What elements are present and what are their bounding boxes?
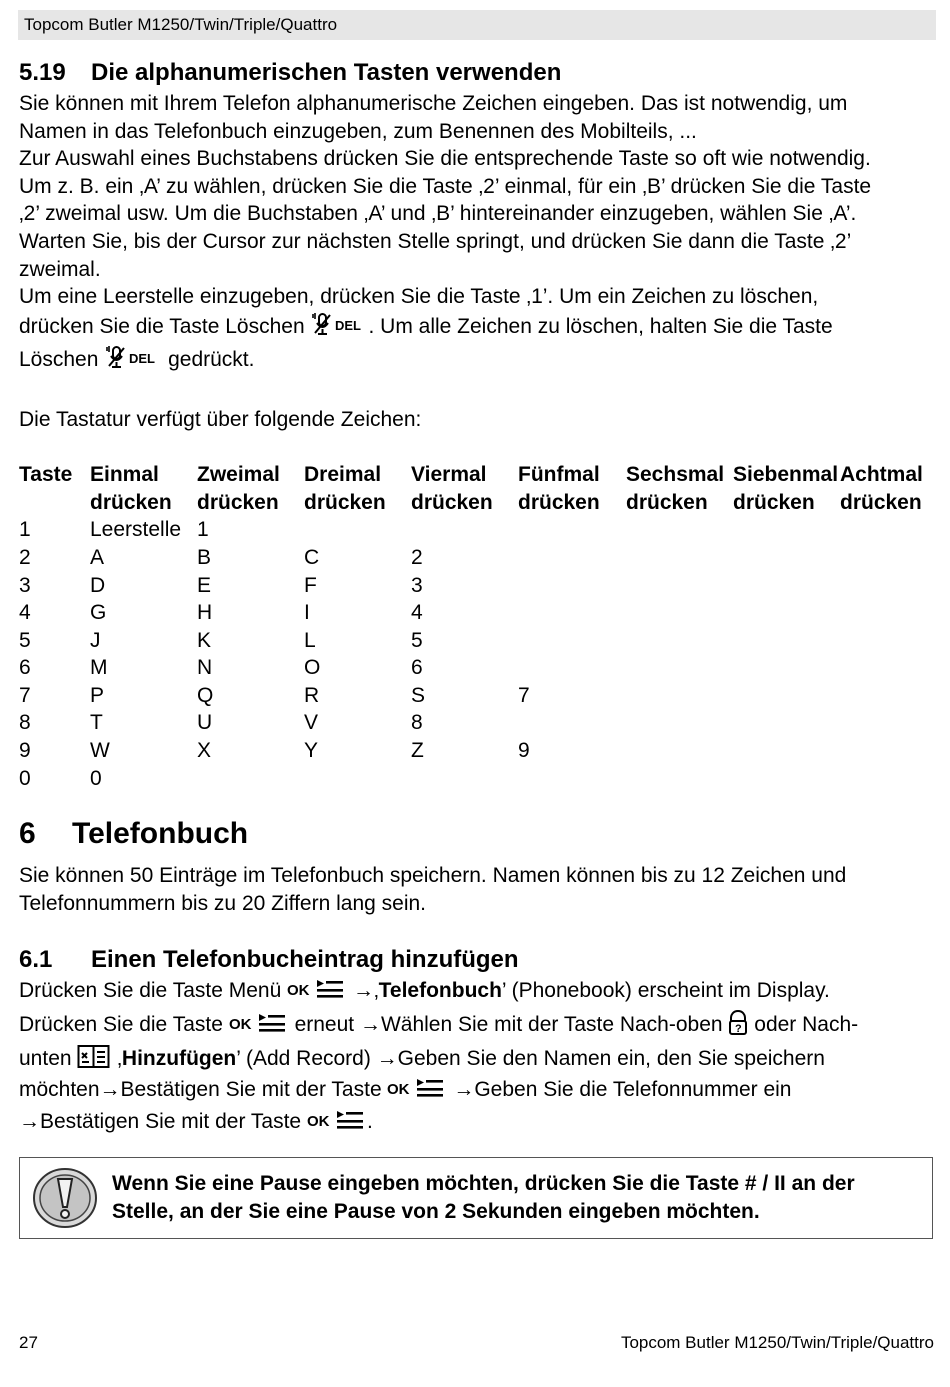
char-cell [304,516,411,544]
ok-menu-icon [307,1108,367,1140]
text-run: möchten→Bestätigen Sie mit der Taste [19,1078,382,1102]
key-cell: 0 [19,766,31,790]
key-cell: 4 [19,601,31,625]
text-run: erneut →Wählen Sie mit der Taste Nach-oben [294,1013,723,1037]
text-run: ’ (Phonebook) erscheint im Display. [501,979,830,1003]
char-cell [626,627,733,655]
char-cell [840,599,930,627]
char-cell: Leerstelle [90,518,182,542]
section-6-1-heading [19,943,935,977]
key-cell: 7 [19,683,31,707]
key-cell: 3 [19,573,31,597]
page-number: 27 [19,1333,38,1352]
char-cell [733,544,840,572]
char-cell: V [304,711,319,735]
char-cell [197,765,304,793]
char-cell: J [90,628,101,652]
char-cell: O [304,656,321,680]
paragraph-line: Die Tastatur verfügt über folgende Zeichen: [19,407,422,431]
table-row [19,765,930,793]
char-cell [840,682,930,710]
text-run: . Um alle Zeichen zu löschen, halten Sie die Taste [368,314,833,338]
key-cell: 5 [19,628,31,652]
char-cell: L [304,628,316,652]
ok-label: OK [287,982,310,1000]
char-cell: N [197,656,213,680]
table-row [19,572,930,600]
char-cell: 7 [518,683,530,707]
bold-run: Hinzufügen [121,1046,237,1070]
text-run: oder Nach- [754,1013,859,1037]
note-line: Stelle, an der Sie eine Pause von 2 Sekunden eingeben möchten. [112,1200,760,1224]
char-cell: Q [197,683,214,707]
char-cell: B [197,545,212,569]
char-cell: D [90,573,106,597]
ok-menu-icon [387,1076,447,1108]
section-number: 6.1 [19,946,53,974]
table-row [19,599,930,627]
ok-label: OK [228,1016,252,1034]
char-cell [518,599,626,627]
char-cell [840,709,930,737]
char-cell: M [90,656,108,680]
alphanumeric-key-table [19,461,930,792]
char-cell [518,654,626,682]
key-cell: 8 [19,711,31,735]
mute-delete-icon [104,344,162,378]
ok-label: OK [306,1112,330,1130]
text-run: Löschen [19,348,99,372]
note-text [112,1170,922,1226]
char-cell: 5 [411,628,423,652]
paragraph-line [19,311,935,345]
text-run: ’ (Add Record) →Geben Sie den Namen ein, den Sie speichern [236,1046,825,1070]
footer-title: Topcom Butler M1250/Twin/Triple/Quattro [620,1333,934,1352]
text-run: drücken Sie die Taste Löschen [19,314,305,338]
paragraph-line: Um z. B. ein ‚A’ zu wählen, drücken Sie die Taste ‚2’ einmal, für ein ‚B’ drücken Sie die Taste [19,174,872,198]
header-cell: Zweimal drücken [197,463,280,514]
table-row [19,627,930,655]
paragraph-line: Namen in das Telefonbuch einzugeben, zum Benennen des Mobilteils, ... [19,119,697,143]
char-cell [518,572,626,600]
paragraph-line: ‚2’ zweimal usw. Um die Buchstaben ‚A’ und ‚B’ hintereinander einzugeben, wählen Sie ‚A’. [19,202,857,226]
char-cell [304,765,411,793]
header-cell: Dreimal drücken [304,463,386,514]
table-header-row [19,461,930,516]
svg-text:?: ? [735,1023,743,1036]
char-cell [840,737,930,765]
header-cell: Fünfmal drücken [518,463,600,514]
char-cell [733,682,840,710]
down-phonebook-icon [77,1043,111,1077]
char-cell: C [304,545,320,569]
char-cell: R [304,683,320,707]
char-cell: 3 [411,573,423,597]
table-row [19,709,930,737]
char-cell [626,544,733,572]
running-header [18,10,936,40]
char-cell [840,765,930,793]
table-row [19,654,930,682]
header-cell: Einmal drücken [90,463,172,514]
char-cell [840,544,930,572]
char-cell [626,572,733,600]
key-cell: 2 [19,545,31,569]
paragraph-line [19,344,935,378]
paragraph-line: Zur Auswahl eines Buchstabens drücken Sie die entsprechende Taste so oft wie notwendig. [19,147,871,171]
paragraph-line: Sie können 50 Einträge im Telefonbuch speichern. Namen können bis zu 12 Zeichen und [19,864,847,888]
text-run: gedrückt. [168,348,255,372]
char-cell: H [197,601,213,625]
char-cell [626,709,733,737]
section-number: 5.19 [19,59,66,86]
paragraph-line [19,1108,935,1140]
spacer [19,378,935,406]
section-5-19-heading [19,56,935,90]
char-cell: 2 [411,545,423,569]
char-cell [626,737,733,765]
char-cell: 1 [197,518,209,542]
char-cell [411,765,518,793]
char-cell [626,599,733,627]
char-cell: I [304,601,310,625]
char-cell [733,599,840,627]
header-cell: Viermal drücken [411,463,493,514]
paragraph-line: Warten Sie, bis der Cursor zur nächsten Stelle springt, und drücken Sie dann die Taste ‚2’ [19,229,852,253]
paragraph-line: Um eine Leerstelle einzugeben, drücken Sie die Taste ‚1’. Um ein Zeichen zu löschen, [19,285,819,309]
char-cell: X [197,739,212,763]
char-cell [518,627,626,655]
paragraph-line [19,977,935,1009]
exclamation-icon [32,1167,98,1234]
section-title: Einen Telefonbucheintrag hinzufügen [91,946,519,974]
key-cell: 6 [19,656,31,680]
mute-delete-icon [310,311,368,345]
char-cell [626,516,733,544]
char-cell [840,572,930,600]
char-cell [518,765,626,793]
text-run: unten [19,1046,72,1070]
paragraph-line: Telefonnummern bis zu 20 Ziffern lang sein. [19,891,426,915]
char-cell: Y [304,739,319,763]
char-cell: 8 [411,711,423,735]
header-cell: Achtmal drücken [840,463,923,514]
header-cell: Siebenmal drücken [733,463,839,514]
char-cell: G [90,601,107,625]
text-run: →Geben Sie die Telefonnummer ein [453,1078,792,1102]
char-cell [518,709,626,737]
char-cell: W [90,739,110,763]
ok-menu-icon [287,977,347,1009]
char-cell [840,654,930,682]
paragraph-line [19,1076,935,1108]
char-cell: U [197,711,213,735]
char-cell [840,627,930,655]
section-title: Die alphanumerischen Tasten verwenden [91,59,562,86]
header-cell: Taste [19,463,73,487]
paragraph-line: zweimal. [19,257,101,281]
char-cell [733,765,840,793]
paragraph-line [19,1043,935,1077]
text-run: →Bestätigen Sie mit der Taste [19,1109,302,1133]
char-cell: 9 [518,739,530,763]
text-run: →‚ [352,979,379,1003]
char-cell [733,627,840,655]
char-cell: E [197,573,212,597]
char-cell: K [197,628,212,652]
char-cell [733,516,840,544]
char-cell [518,516,626,544]
text-run: . [366,1109,373,1133]
table-row [19,737,930,765]
chapter-number: 6 [19,817,36,851]
char-cell [626,682,733,710]
table-row [19,682,930,710]
header-cell: Sechsmal drücken [626,463,725,514]
char-cell [733,709,840,737]
char-cell [518,544,626,572]
char-cell: F [304,573,317,597]
table-row [19,544,930,572]
del-label: DEL [129,351,156,367]
del-label: DEL [335,317,362,333]
ok-label: OK [387,1081,410,1099]
char-cell: T [90,711,103,735]
paragraph-line: Sie können mit Ihrem Telefon alphanumerische Zeichen eingeben. Das ist notwendig, um [19,92,848,115]
text-run: Drücken Sie die Taste Menü [19,979,282,1003]
chapter-title: Telefonbuch [72,817,249,851]
char-cell [626,654,733,682]
char-cell [411,516,518,544]
ok-menu-icon [229,1011,289,1043]
key-cell: 9 [19,739,31,763]
up-key-icon [728,1009,748,1043]
paragraph-line [19,1009,935,1043]
header-title: Topcom Butler M1250/Twin/Triple/Quattro [24,15,338,34]
char-cell: S [411,683,426,707]
char-cell: 4 [411,601,423,625]
char-cell [733,654,840,682]
char-cell: P [90,683,105,707]
char-cell: A [90,545,105,569]
char-cell [733,572,840,600]
char-cell: 0 [90,766,102,790]
bold-run: Telefonbuch [378,979,502,1003]
char-cell [733,737,840,765]
table-row [19,516,930,544]
chapter-6-heading [19,814,935,854]
text-run: ‚ [117,1046,122,1070]
note-line: Wenn Sie eine Pause eingeben möchten, drücken Sie die Taste # / II an der [112,1172,855,1196]
char-cell: Z [411,739,424,763]
char-cell [840,516,930,544]
page-content [19,56,935,1239]
text-run: Drücken Sie die Taste [19,1013,223,1037]
char-cell [626,765,733,793]
table-body [19,516,930,792]
key-cell: 1 [19,518,31,542]
note-box [19,1157,933,1239]
char-cell: 6 [411,656,423,680]
